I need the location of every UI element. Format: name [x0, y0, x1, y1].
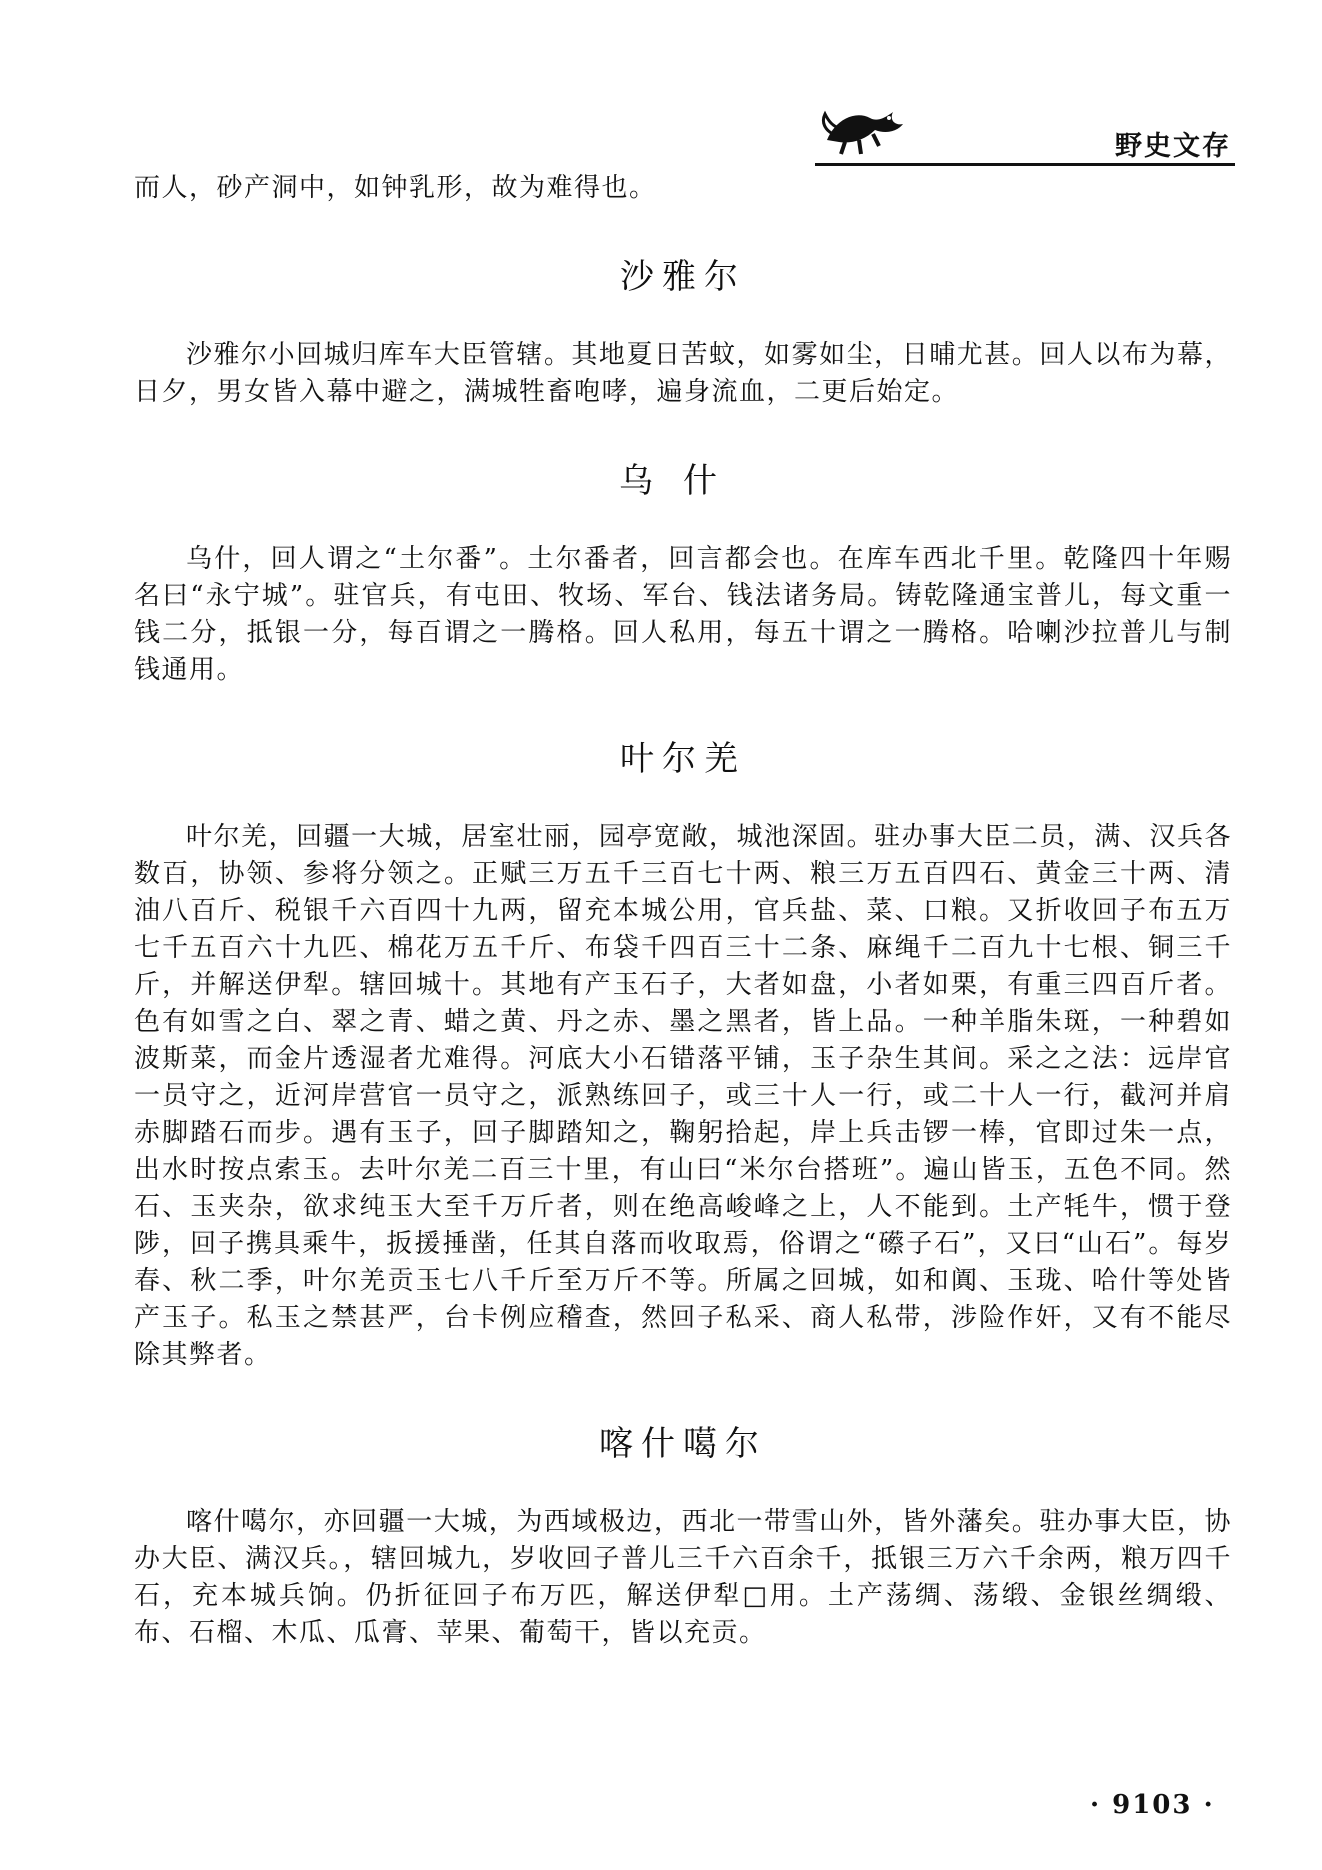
section-body-shayaer: 沙雅尔小回城归库车大臣管辖。其地夏日苦蚊，如雾如尘，日晡尤甚。回人以布为幕，日夕，男女皆入幕中避之，满城牲畜咆哮，遍身流血，二更后始定。 [134, 340, 1232, 407]
section-title-kashigaer: 喀什噶尔 [599, 1424, 767, 1464]
section-body-wushi: 乌什，回人谓之“土尔番”。土尔番者，回言都会也。在库车西北千里。乾隆四十年赐名曰“永宁城”。驻官兵，有屯田、牧场、军台、钱法诸务局。铸乾隆通宝普儿，每文重一钱二分，抵银一分，每百谓之一腾格。回人私用，每五十谓之一腾格。哈喇沙拉普儿与制钱通用。 [134, 544, 1232, 685]
page-number [1090, 1790, 1215, 1820]
header-rule [815, 163, 1235, 166]
page-number-bullet-right: · [1203, 1790, 1215, 1820]
dragon-logo-icon [815, 100, 910, 160]
page-number-bullet-left: · [1090, 1790, 1102, 1820]
section-title-shayaer: 沙雅尔 [620, 257, 746, 297]
section-title-yeerqiang: 叶尔羌 [620, 739, 746, 779]
intro-paragraph: 而人，砂产洞中，如钟乳形，故为难得也。 [134, 173, 657, 203]
section-title-wushi: 乌什 [619, 461, 747, 501]
page-number-value: 9103 [1112, 1790, 1193, 1820]
series-title: 野史文存 [1115, 131, 1231, 162]
page-content [134, 170, 1232, 1652]
section-body-kashigaer: 喀什噶尔，亦回疆一大城，为西域极边，西北一带雪山外，皆外藩矣。驻办事大臣，协办大臣、满汉兵。，辖回城九，岁收回子普儿三千六百余千，抵银三万六千余两，粮万四千石，充本城兵饷。仍折征回子布万匹，解送伊犁□用。土产荡绸、荡缎、金银丝绸缎、布、石榴、木瓜、瓜膏、苹果、葡萄干，皆以充贡。 [134, 1507, 1232, 1648]
page-header [815, 100, 1235, 170]
section-body-yeerqiang: 叶尔羌，回疆一大城，居室壮丽，园亭宽敞，城池深固。驻办事大臣二员，满、汉兵各数百，协领、参将分领之。正赋三万五千三百七十两、粮三万五百四石、黄金三十两、清油八百斤、税银千六百四十九两，留充本城公用，官兵盐、菜、口粮。又折收回子布五万七千五百六十九匹、棉花万五千斤、布袋千四百三十二条、麻绳千二百九十七根、铜三千斤，并解送伊犁。辖回城十。其地有产玉石子，大者如盘，小者如栗，有重三四百斤者。色有如雪之白、翠之青、蜡之黄、丹之赤、墨之黑者，皆上品。一种羊脂朱斑，一种碧如波斯菜，而金片透湿者尤难得。河底大小石错落平铺，玉子杂生其间。采之之法：远岸官一员守之，近河岸营官一员守之，派熟练回子，或三十人一行，或二十人一行，截河并肩赤脚踏石而步。遇有玉子，回子脚踏知之，鞠躬拾起，岸上兵击锣一棒，官即过朱一点，出水时按点索玉。去叶尔羌二百三十里，有山曰“米尔台搭班”。遍山皆玉，五色不同。然石、玉夹杂，欲求纯玉大至千万斤者，则在绝高峻峰之上，人不能到。土产牦牛，惯于登陟，回子携具乘牛，扳援捶凿，任其自落而收取焉，俗谓之“礤子石”，又曰“山石”。每岁春、秋二季，叶尔羌贡玉七八千斤至万斤不等。所属之回城，如和阗、玉珑、哈什等处皆产玉子。私玉之禁甚严，台卡例应稽查，然回子私采、商人私带，涉险作奸，又有不能尽除其弊者。 [134, 822, 1232, 1370]
